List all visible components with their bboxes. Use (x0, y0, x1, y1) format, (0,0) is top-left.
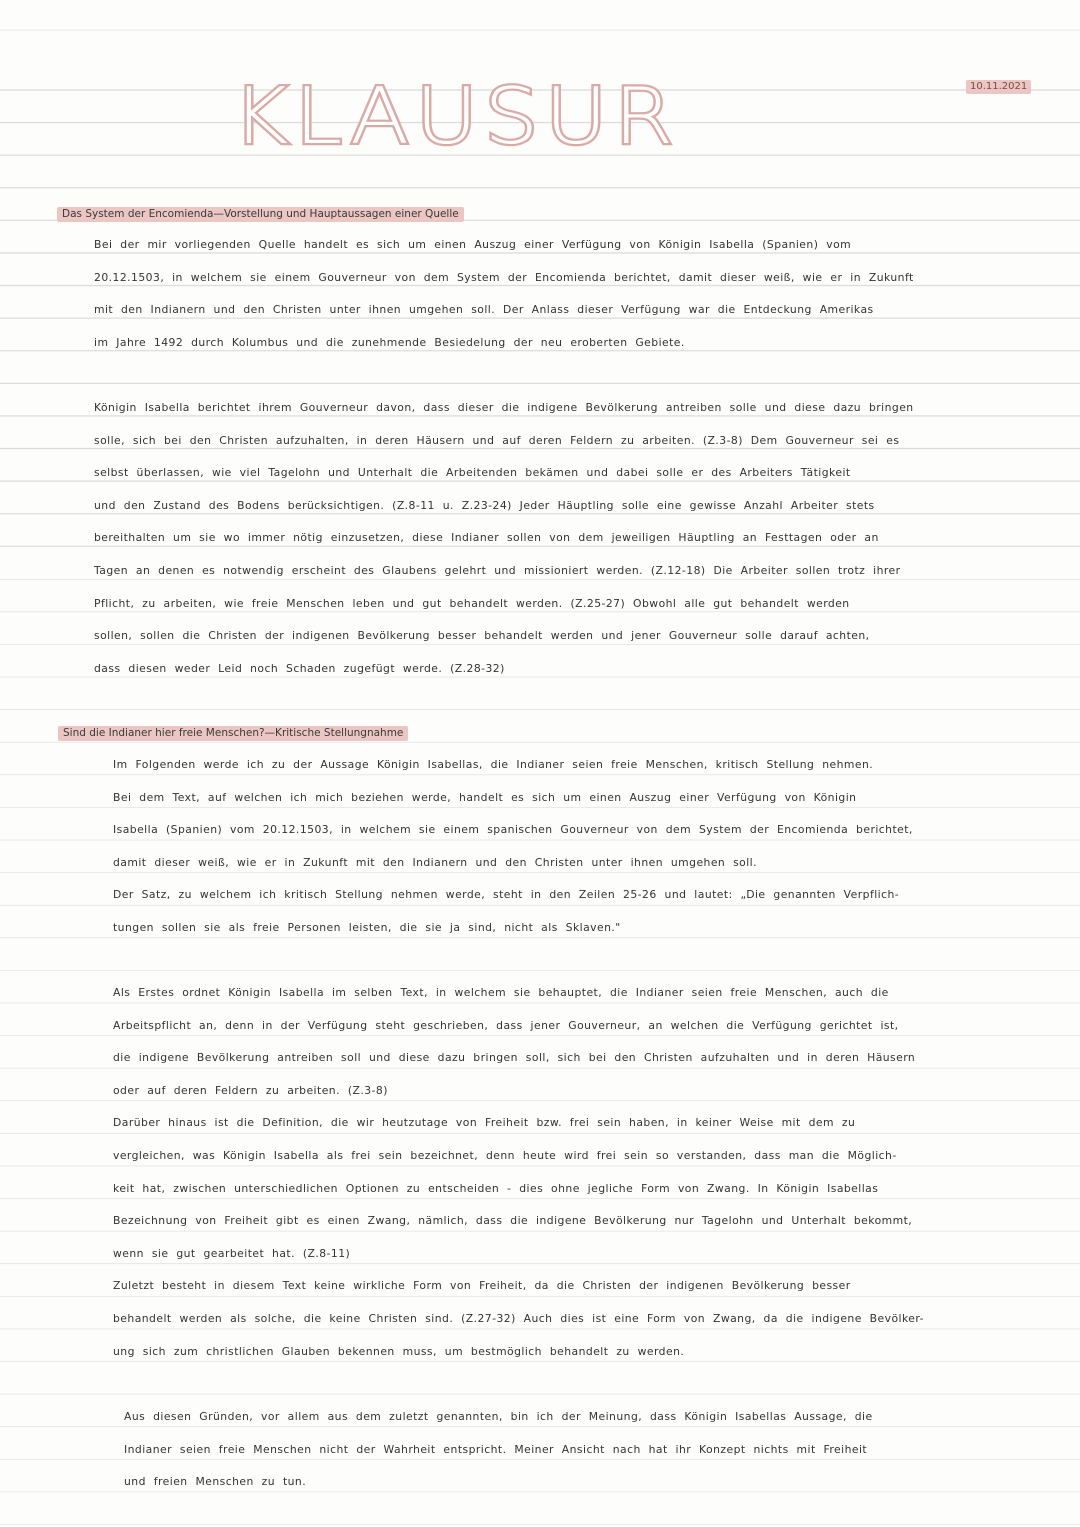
text-line: Bei dem Text, auf welchen ich mich beziehen werde, handelt es sich um einen Auszug einer Verfügung von Königin (113, 790, 857, 804)
text-line: und freien Menschen zu tun. (124, 1475, 307, 1489)
text-line: Pflicht, zu arbeiten, wie freie Menschen leben und gut behandelt werden. (Z.25-27) Obwohl alle gut behandelt werden (94, 596, 850, 610)
text-line: tungen sollen sie als freie Personen leisten, die sie ja sind, nicht als Sklaven." (113, 920, 621, 934)
section-heading-encomienda: Das System der Encomienda—Vorstellung und Hauptaussagen einer Quelle (57, 207, 464, 222)
paragraph-arguments (113, 977, 924, 1368)
text-line: Zuletzt besteht in diesem Text keine wirkliche Form von Freiheit, da die Christen der indigenen Bevölkerung besser (113, 1279, 851, 1293)
paragraph-summary (94, 392, 914, 685)
text-line: Im Folgenden werde ich zu der Aussage Königin Isabellas, die Indianer seien freie Menschen, kritisch Stellung nehmen. (113, 758, 874, 771)
text-line: oder auf deren Feldern zu arbeiten. (Z.3-8) (113, 1083, 388, 1097)
text-line: bereithalten um sie wo immer nötig einzusetzen, diese Indianer sollen von dem jeweiligen Häuptling an Festtagen oder an (94, 531, 879, 545)
paragraph-conclusion (124, 1401, 873, 1499)
text-line: Aus diesen Gründen, vor allem aus dem zuletzt genannten, bin ich der Meinung, dass Königin Isabellas Aussage, die (124, 1410, 873, 1423)
section-heading-stellungnahme: Sind die Indianer hier freie Menschen?—Kritische Stellungnahme (58, 726, 408, 741)
text-line: wenn sie gut gearbeitet hat. (Z.8-11) (113, 1246, 351, 1260)
text-line: Indianer seien freie Menschen nicht der Wahrheit entspricht. Meiner Ansicht nach hat ihr Konzept nichts mit Freiheit (124, 1442, 868, 1456)
text-line: im Jahre 1492 durch Kolumbus und die zunehmende Besiedelung der neu eroberten Gebiete. (94, 335, 685, 349)
text-line: Bei der mir vorliegenden Quelle handelt es sich um einen Auszug einer Verfügung von Königin Isabella (Spanien) vom (94, 238, 852, 251)
text-line: Arbeitspflicht an, denn in der Verfügung steht geschrieben, dass jener Gouverneur, an welchen die Verfügung gerichtet ist, (113, 1018, 899, 1032)
text-line: Königin Isabella berichtet ihrem Gouverneur davon, dass dieser die indigene Bevölkerung antreiben solle und diese dazu bringen (94, 401, 914, 414)
text-line: selbst überlassen, wie viel Tagelohn und Unterhalt die Arbeitenden bekämen und dabei solle er des Arbeiters Tätigkeit (94, 466, 851, 480)
text-line: 20.12.1503, in welchem sie einem Gouverneur von dem System der Encomienda berichtet, damit dieser weiß, wie er in Zukunft (94, 270, 914, 284)
text-line: keit hat, zwischen unterschiedlichen Optionen zu entscheiden - dies ohne jegliche Form von Zwang. In Königin Isabellas (113, 1181, 879, 1195)
text-line: dass diesen weder Leid noch Schaden zugefügt werde. (Z.28-32) (94, 661, 505, 675)
text-line: Der Satz, zu welchem ich kritisch Stellung nehmen werde, steht in den Zeilen 25-26 und lautet: „Die genannten Verpflich- (113, 888, 900, 902)
text-line: solle, sich bei den Christen aufzuhalten, in deren Häusern und auf deren Feldern zu arbeiten. (Z.3-8) Dem Gouverneur sei es (94, 433, 900, 447)
text-line: behandelt werden als solche, die keine Christen sind. (Z.27-32) Auch dies ist eine Form von Zwang, da die indigene Bevölker- (113, 1311, 924, 1325)
text-line: vergleichen, was Königin Isabella als frei sein bezeichnet, denn heute wird frei sein so verstanden, dass man die Möglich- (113, 1148, 897, 1162)
paragraph-introduction-statement (113, 749, 913, 945)
text-line: sollen, sollen die Christen der indigenen Bevölkerung besser behandelt werden und jener Gouverneur solle darauf achten, (94, 629, 870, 643)
text-line: und den Zustand des Bodens berücksichtigen. (Z.8-11 u. Z.23-24) Jeder Häuptling solle eine gewisse Anzahl Arbeiter stets (94, 498, 875, 512)
text-line: Als Erstes ordnet Königin Isabella im selben Text, in welchem sie behauptet, die Indianer seien freie Menschen, auch die (113, 986, 889, 999)
date-label: 10.11.2021 (966, 80, 1031, 94)
text-line: damit dieser weiß, wie er in Zukunft mit den Indianern und den Christen unter ihnen umgehen soll. (113, 855, 758, 869)
page-title: KLAUSUR (232, 71, 680, 162)
text-line: die indigene Bevölkerung antreiben soll und diese dazu bringen soll, sich bei den Christen aufzuhalten und in deren Häusern (113, 1051, 916, 1065)
text-line: Darüber hinaus ist die Definition, die wir heutzutage von Freiheit bzw. frei sein haben, in keiner Weise mit dem zu (113, 1116, 856, 1130)
text-line: Bezeichnung von Freiheit gibt es einen Zwang, nämlich, dass die indigene Bevölkerung nur Tagelohn und Unterhalt bekommt, (113, 1214, 913, 1228)
text-line: mit den Indianern und den Christen unter ihnen umgehen soll. Der Anlass dieser Verfügung war die Entdeckung Amerikas (94, 303, 874, 317)
text-line: Isabella (Spanien) vom 20.12.1503, in welchem sie einem spanischen Gouverneur von dem System der Encomienda berichtet, (113, 823, 913, 837)
paragraph-intro (94, 229, 914, 359)
text-line: Tagen an denen es notwendig erscheint des Glaubens gelehrt und missioniert werden. (Z.12-18) Die Arbeiter sollen trotz ihrer (94, 563, 901, 577)
text-line: ung sich zum christlichen Glauben bekennen muss, um bestmöglich behandelt zu werden. (113, 1344, 685, 1358)
